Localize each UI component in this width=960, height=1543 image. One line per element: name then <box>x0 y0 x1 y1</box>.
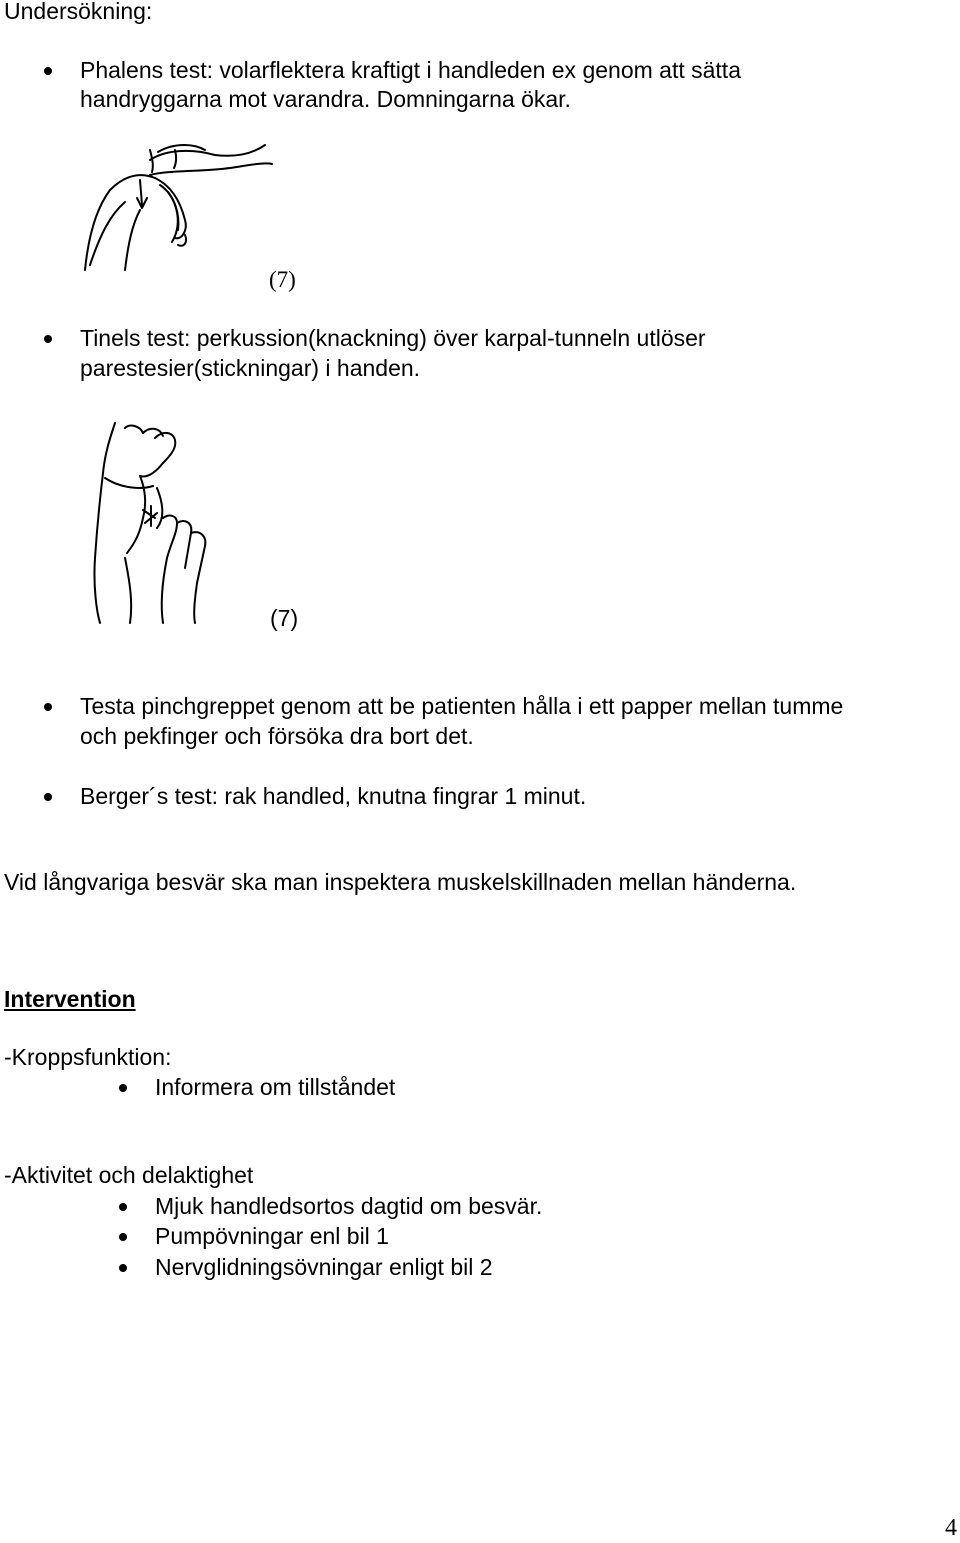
activity-item: Mjuk handledsortos dagtid om besvär. <box>155 1193 543 1219</box>
tinel-caption: (7) <box>270 605 299 631</box>
tinel-line-2: parestesier(stickningar) i handen. <box>80 355 421 381</box>
bullet <box>44 793 52 801</box>
bullet <box>44 67 52 75</box>
berger-test: Berger´s test: rak handled, knutna fingrar 1 minut. <box>80 783 587 809</box>
phalen-line-1: Phalens test: volarflektera kraftigt i handleden ex genom att sätta <box>80 57 741 83</box>
bullet <box>119 1264 127 1272</box>
phalen-caption: (7) <box>269 267 296 292</box>
phalen-line-2: handryggarna mot varandra. Domningarna ökar. <box>80 86 571 112</box>
bullet <box>119 1233 127 1241</box>
bullet <box>44 335 52 343</box>
activity-item: Nervglidningsövningar enligt bil 2 <box>155 1254 493 1280</box>
body-function-label: -Kroppsfunktion: <box>4 1044 172 1070</box>
bullet <box>119 1084 127 1092</box>
page-number: 4 <box>945 1515 957 1541</box>
activity-label: -Aktivitet och delaktighet <box>4 1162 254 1188</box>
activity-item: Pumpövningar enl bil 1 <box>155 1223 389 1249</box>
intervention-heading: Intervention <box>4 986 136 1012</box>
hands-tinel-icon <box>85 418 225 628</box>
long-term-note: Vid långvariga besvär ska man inspektera muskelskillnaden mellan händerna. <box>4 869 797 895</box>
pinch-line-1: Testa pinchgreppet genom att be patienten hålla i ett papper mellan tumme <box>80 693 844 719</box>
hands-phalen-icon <box>80 130 280 275</box>
body-function-item: Informera om tillståndet <box>155 1074 396 1100</box>
bullet <box>44 703 52 711</box>
tinel-line-1: Tinels test: perkussion(knackning) över karpal-tunneln utlöser <box>80 325 706 351</box>
bullet <box>119 1203 127 1211</box>
heading-examination: Undersökning: <box>4 0 153 24</box>
pinch-line-2: och pekfinger och försöka dra bort det. <box>80 723 474 749</box>
